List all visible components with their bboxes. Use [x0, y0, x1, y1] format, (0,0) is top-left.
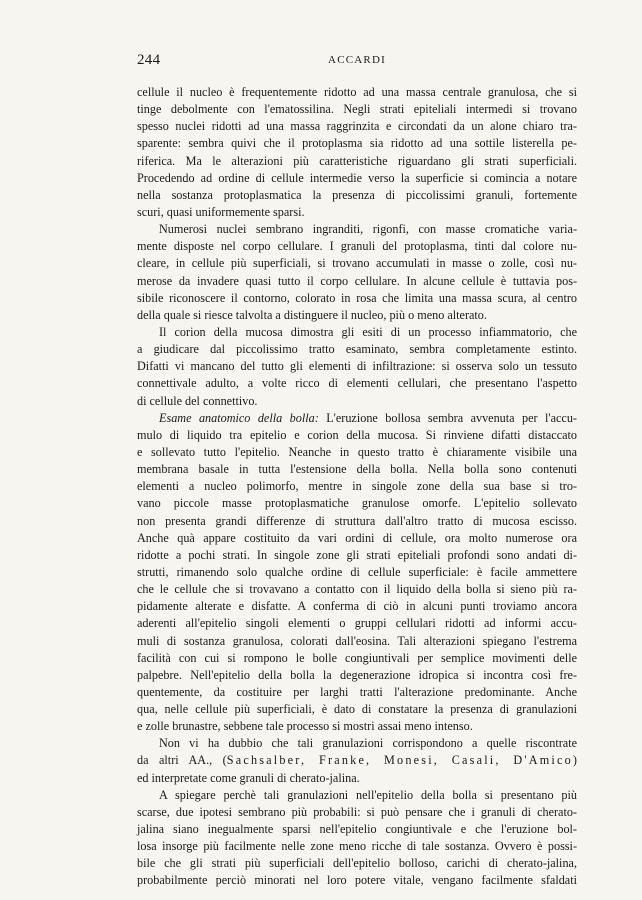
text-run: bile che gli strati più superficiali dell'epitelio bolloso, carichi di cherato-jalina,: [137, 856, 577, 871]
text-line: [137, 530, 577, 547]
text-line-content: [137, 804, 577, 821]
page-header: [137, 52, 577, 72]
text-run: mente disposte nel corpo cellulare. I granuli del protoplasma, tinti dal colore nu-: [137, 239, 577, 254]
text-run: nella sostanza protoplasmatica la presenza di piccolissimi granuli, fortemente: [137, 187, 577, 202]
text-run: Procedendo ad ordine di cellule intermedie verso la superficie si comincia a notare: [137, 170, 577, 185]
text-line-content: [137, 375, 577, 392]
text-run: non presenta grandi differenze di struttura dall'altro tratto di mucosa escisso.: [137, 513, 577, 528]
text-line-content: [159, 787, 577, 804]
text-line: [137, 290, 577, 307]
text-line-content: [137, 187, 577, 204]
text-line-content: [137, 872, 577, 889]
text-line: [137, 513, 577, 530]
text-line-content: [137, 358, 577, 375]
text-run: della quale si riesce talvolta a distinguere il nucleo, più o meno alterato.: [137, 307, 487, 322]
text-line: [137, 444, 577, 461]
text-line-content: [137, 101, 577, 118]
text-run: e zolle brunastre, sebbene tale processo si mostri assai meno intenso.: [137, 719, 473, 734]
text-run: Anche quà appare costituito da vari ordini di cellule, ora molto numerose ora: [137, 530, 577, 545]
text-line: [137, 804, 577, 821]
text-run: che le cellule che si trovavano a contatto con il liquido della bolla si sieno più ra-: [137, 582, 577, 597]
text-line: [137, 564, 577, 581]
text-line-content: [137, 564, 577, 581]
text-line-content: [137, 770, 577, 787]
text-run: A spiegare perchè tali granulazioni nell'epitelio della bolla si presentano più: [159, 787, 577, 802]
text-run: facilità con cui si rompono le bolle congiuntivali per semplice movimenti delle: [137, 650, 577, 665]
text-run-tail: ): [572, 753, 577, 768]
text-run: pidamente alterate e disfatte. A conferma di ciò in alcuni punti troviamo ancora: [137, 599, 577, 614]
text-run: riferica. Ma le alterazioni più caratteristiche riguardano gli strati superficiali.: [137, 153, 577, 168]
text-line-content: [137, 341, 577, 358]
text-line-content: [137, 615, 577, 632]
text-run: mulo di liquido tra epitelio e corion della mucosa. Si rinviene difatti distaccato: [137, 427, 577, 442]
text-line: [137, 135, 577, 152]
text-line-content: [137, 821, 577, 838]
text-line: [137, 204, 577, 221]
text-run: a giudicare dal piccolissimo tratto esaminato, sembra completamente estinto.: [137, 342, 577, 357]
text-run: strutti, rimanendo solo qualche ordine di cellule superficiale: è facile ammettere: [137, 564, 577, 579]
text-run: cellule il nucleo è frequentemente ridotto ad una massa centrale granulosa, che si: [137, 85, 577, 99]
text-line: [137, 153, 577, 170]
text-line: [137, 547, 577, 564]
text-line: [137, 255, 577, 272]
text-line: [137, 667, 577, 684]
text-line: [137, 633, 577, 650]
text-line: [137, 273, 577, 290]
text-line: [137, 615, 577, 632]
text-line: [137, 855, 577, 872]
text-run: di cellule del connettivo.: [137, 393, 258, 408]
text-line: [137, 718, 577, 735]
text-line: [137, 170, 577, 187]
text-line: [137, 684, 577, 701]
text-line: [137, 701, 577, 718]
text-run: ridotte a pochi strati. In singole zone gli strati epiteliali profondi sono andati di-: [137, 547, 577, 562]
text-line-content: [137, 718, 577, 735]
text-run: muli di sostanza granulosa, colorati dall'eosina. Tali alterazioni spiegano l'estrema: [137, 633, 577, 648]
text-run: quentemente, da costituire per larghi tratti l'alterazione predominante. Anche: [137, 684, 577, 699]
text-line-content: [137, 513, 577, 530]
text-line-content: [137, 170, 577, 187]
text-line: [137, 307, 577, 324]
text-run: palpebre. Nell'epitelio della bolla la degenerazione idropica si incontra così fre-: [137, 667, 577, 682]
text-run: merose da invadere quasi tutto il corpo cellulare. In alcune cellule è tuttavia pos-: [137, 273, 577, 288]
text-line: [137, 187, 577, 204]
text-run: vano piccole masse protoplasmatiche granulose omorfe. L'epitelio sollevato: [137, 496, 577, 511]
text-line-content: [159, 735, 577, 752]
body-text: [137, 84, 577, 890]
running-head: ACCARDI: [328, 54, 386, 66]
text-run: jalina siano inegualmente sparsi nell'epitelio congiuntivale e che l'eruzione bol-: [137, 822, 577, 837]
text-line-content: [137, 238, 577, 255]
text-line: [137, 101, 577, 118]
text-line: [137, 581, 577, 598]
text-line-content: [137, 307, 577, 324]
text-line-content: [137, 478, 577, 495]
text-line: [137, 598, 577, 615]
text-line-content: [137, 461, 577, 478]
text-line-content: [137, 255, 577, 272]
text-line-content: [137, 118, 577, 135]
text-line-content: [137, 855, 577, 872]
text-line-content: [137, 427, 577, 444]
text-run: Difatti vi mancano del tutto gli elementi di infiltrazione: si osserva solo un tessuto: [137, 359, 577, 374]
text-line: [137, 410, 577, 427]
text-run: da altri AA., (: [137, 753, 227, 768]
text-line: [137, 872, 577, 889]
text-line: [137, 461, 577, 478]
text-line: [137, 650, 577, 667]
text-line-content: [137, 204, 577, 221]
text-line-content: [137, 547, 577, 564]
text-line-content: [137, 273, 577, 290]
text-line: [137, 770, 577, 787]
text-line-content: [137, 684, 577, 701]
text-run: ed interpretate come granuli di cherato-jalina.: [137, 770, 360, 785]
text-line: [137, 821, 577, 838]
text-run: tinge debolmente con l'ematossilina. Negli strati epiteliali intermedi si trovano: [137, 102, 577, 117]
text-run: sibile riconoscere il contorno, colorato in rosa che limita una massa scura, al centro: [137, 290, 577, 305]
text-run: probabilmente perciò minorati nel loro potere vitale, vengano facilmente sfaldati: [137, 873, 577, 888]
text-run: qua, nelle cellule più superficiali, è dato di constatare la presenza di granulazioni: [137, 702, 577, 717]
text-run: Il corion della mucosa dimostra gli esiti di un processo infiammatorio, che: [159, 324, 577, 339]
section-heading-italic: Esame anatomico della bolla:: [159, 410, 319, 425]
text-line-content: [137, 581, 577, 598]
text-line: [137, 118, 577, 135]
text-run: Non vi ha dubbio che tali granulazioni corrispondono a quelle riscontrate: [159, 736, 577, 751]
text-run: scarse, due ipotesi sembrano più probabili: si può pensare che i granuli di cherato-: [137, 804, 577, 819]
text-line-content: [137, 633, 577, 650]
text-line-content: [137, 495, 577, 512]
text-line-content: [137, 84, 577, 101]
text-run: L'eruzione bollosa sembra avvenuta per l'accu-: [326, 410, 577, 425]
text-run: spesso nuclei ridotti ad una massa raggrinzita e circondati da un alone chiaro tra-: [137, 119, 577, 134]
text-line-content: [137, 598, 577, 615]
text-line: [137, 341, 577, 358]
text-line: [137, 752, 577, 769]
text-run: aderenti all'epitelio singoli elementi o gruppi cellulari ridotti ad informi accu-: [137, 616, 577, 631]
text-line: [137, 375, 577, 392]
text-line-content: [137, 393, 577, 410]
text-line-content: [137, 667, 577, 684]
text-line: [137, 84, 577, 101]
text-run: e sollevato tutto l'epitelio. Neanche in questo tratto è chiaramente visibile una: [137, 444, 577, 459]
page-number: 244: [137, 52, 161, 68]
text-line-content: [137, 650, 577, 667]
text-line: [137, 838, 577, 855]
text-line: [137, 358, 577, 375]
text-line: [137, 478, 577, 495]
text-line-content: [137, 444, 577, 461]
text-line: [137, 787, 577, 804]
text-line-content: [137, 701, 577, 718]
text-run: losa insorge più facilmente nelle zone meno ricche di tale sostanza. Ovvero è possi-: [137, 839, 577, 854]
text-run: connettivale adulto, a volte ricco di elementi cellulari, che presentano l'aspetto: [137, 376, 577, 391]
text-line-content: [159, 324, 577, 341]
author-names: Sachsalber, Franke, Monesi, Casali, D'Amico: [226, 753, 573, 768]
text-line-content: [137, 135, 577, 152]
text-run: Numerosi nuclei sembrano ingranditi, rigonfi, con masse cromatiche varia-: [159, 222, 577, 237]
text-line: [137, 324, 577, 341]
text-run: cleare, in cellule più superficiali, si trovano accumulati in masse o zolle, così nu-: [137, 256, 577, 271]
text-line-content: [137, 153, 577, 170]
text-run: membrana basale in tutta l'estensione della bolla. Nella bolla sono contenuti: [137, 462, 577, 477]
text-line: [137, 427, 577, 444]
text-line: [137, 238, 577, 255]
text-line: [137, 495, 577, 512]
text-line-content: [137, 838, 577, 855]
text-run: sparente: sembra quivi che il protoplasma sia ridotto ad una sottile listerella pe-: [137, 136, 577, 151]
text-line: [137, 735, 577, 752]
text-line: [137, 221, 577, 238]
text-line-content: [159, 410, 577, 427]
text-line-content: [137, 530, 577, 547]
text-line: [137, 393, 577, 410]
text-run: elementi a nucleo polimorfo, mentre in singole zone della sua base si tro-: [137, 479, 577, 494]
text-run: scuri, quasi uniformemente sparsi.: [137, 204, 305, 219]
text-line-content: [137, 290, 577, 307]
text-line-content: [159, 221, 577, 238]
text-line-content: [137, 752, 577, 769]
